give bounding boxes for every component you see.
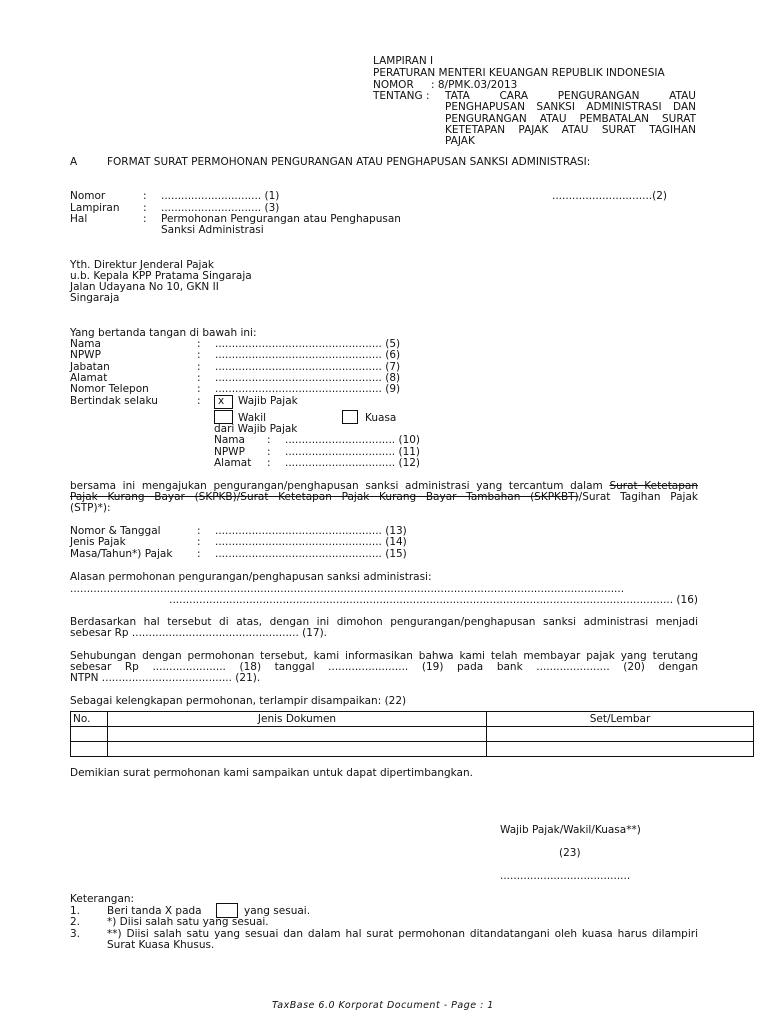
signature-number: (23) — [559, 847, 581, 859]
lampiran-surat-value: .............................. (3) — [161, 202, 280, 214]
colon: : — [197, 372, 201, 384]
colon: : — [197, 361, 201, 373]
wakil-checkbox[interactable] — [214, 410, 233, 424]
colon: : — [197, 383, 201, 395]
kelengkapan-label: Sebagai kelengkapan permohonan, terlampir disampaikan: (22) — [70, 695, 407, 707]
colon: : — [197, 548, 201, 560]
dari-wajib-pajak: dari Wajib Pajak — [214, 423, 298, 435]
wajib-pajak-label: Wajib Pajak — [238, 395, 298, 407]
colon: : — [267, 457, 271, 469]
note-2-text: *) Diisi salah satu yang sesuai. — [107, 916, 269, 928]
doc-field-label: Masa/Tahun*) Pajak — [70, 548, 173, 560]
hal-value-1: Permohonan Pengurangan atau Penghapusan — [161, 213, 401, 225]
hal-label: Hal — [70, 213, 88, 225]
sehubungan-line-2: sebesar Rp ...................... (18) tanggal ........................ (19) pada bank ...................... (20) dengan — [70, 661, 698, 673]
recipient-line-3: Jalan Udayana No 10, GKN II — [70, 281, 219, 293]
colon: : — [143, 202, 147, 214]
note-3-line-2: Surat Kuasa Khusus. — [107, 939, 215, 951]
wajib-pajak-checkbox[interactable] — [214, 395, 233, 409]
alasan-label: Alasan permohonan pengurangan/penghapusan sanksi administrasi: — [70, 571, 432, 583]
nomor-surat-label: Nomor — [70, 190, 106, 202]
lampiran-label: LAMPIRAN I — [373, 55, 434, 67]
recipient-line-4: Singaraja — [70, 292, 120, 304]
field-label: Alamat — [70, 372, 108, 384]
field-value: .................................................. (8) — [215, 372, 401, 384]
notes-title: Keterangan: — [70, 893, 135, 905]
note-3-line-1: **) Diisi salah satu yang sesuai dan dalam hal surat permohonan ditandatangani oleh kuasa harus dilampiri — [107, 928, 698, 940]
note-number: 3. — [70, 928, 81, 940]
colon: : — [143, 213, 147, 225]
field-label: NPWP — [70, 349, 101, 361]
table-header-no: No. — [71, 712, 108, 727]
alasan-line-2: ....................................................................................................................................................... (16) — [169, 595, 698, 606]
table-header-row — [71, 712, 754, 727]
tentang-line-4: KETETAPAN PAJAK ATAU SURAT TAGIHAN — [445, 124, 696, 136]
colon: : — [267, 446, 271, 458]
recipient-line-2: u.b. Kepala KPP Pratama Singaraja — [70, 270, 252, 282]
sehubungan-line-3: NTPN ....................................... (21). — [70, 672, 261, 684]
field-value: .................................................. (9) — [215, 383, 401, 395]
kuasa-label: Kuasa — [365, 412, 397, 424]
note-1-text: Beri tanda X pada — [107, 905, 202, 917]
sub-field-value: ................................. (11) — [285, 446, 421, 458]
field-value: .................................................. (7) — [215, 361, 401, 373]
closing-sentence: Demikian surat permohonan kami sampaikan untuk dapat dipertimbangkan. — [70, 767, 473, 779]
nomor-label: NOMOR — [373, 79, 414, 91]
colon: : — [143, 190, 147, 202]
doc-field-value: .................................................. (13) — [215, 525, 407, 537]
tentang-label: TENTANG : — [373, 90, 430, 102]
berdasarkan-line-1: Berdasarkan hal tersebut di atas, dengan ini dimohon pengurangan/penghapusan sanksi administrasi menjadi — [70, 616, 698, 628]
colon: : — [267, 434, 271, 446]
body-paragraph-line-3: (STP)*): — [70, 502, 111, 514]
sub-field-value: ................................. (10) — [285, 434, 421, 446]
documents-table — [70, 711, 754, 757]
section-letter: A — [70, 156, 78, 168]
sub-field-value: ................................. (12) — [285, 457, 421, 469]
signature-line: ....................................... — [500, 870, 631, 882]
table-row — [71, 742, 754, 757]
kuasa-checkbox[interactable] — [342, 410, 358, 424]
body-paragraph-line-2: Pajak Kurang Bayar (SKPKB)/Surat Ketetapan Pajak Kurang Bayar Tambahan (SKPKBT)/Surat Tagihan Pajak — [70, 491, 698, 503]
doc-field-value: .................................................. (15) — [215, 548, 407, 560]
doc-field-label: Nomor & Tanggal — [70, 525, 161, 537]
peraturan-title: PERATURAN MENTERI KEUANGAN REPUBLIK INDONESIA — [373, 67, 665, 79]
lampiran-surat-label: Lampiran — [70, 202, 120, 214]
table-row — [71, 727, 754, 742]
colon: : — [197, 525, 201, 537]
signer-intro: Yang bertanda tangan di bawah ini: — [70, 327, 257, 339]
tentang-line-5: PAJAK — [445, 135, 475, 147]
alasan-line-1: ...................................................................................................................................................................... — [70, 584, 625, 595]
sub-field-label: NPWP — [214, 446, 245, 458]
body-paragraph-line-1: bersama ini mengajukan pengurangan/penghapusan sanksi administrasi yang tercantum dalam Surat Ketetapan — [70, 480, 698, 492]
field-label: Nomor Telepon — [70, 383, 149, 395]
page-footer: TaxBase 6.0 Korporat Document - Page : 1 — [272, 1000, 494, 1011]
bertindak-label: Bertindak selaku — [70, 395, 158, 407]
field-value: .................................................. (6) — [215, 349, 401, 361]
nomor-value: : 8/PMK.03/2013 — [431, 79, 518, 91]
sub-field-label: Alamat — [214, 457, 252, 469]
field-label: Jabatan — [70, 361, 110, 373]
note-number: 1. — [70, 905, 81, 917]
colon: : — [197, 395, 201, 407]
hal-value-2: Sanksi Administrasi — [161, 224, 264, 236]
note-1-suffix: yang sesuai. — [244, 905, 311, 917]
nomor-surat-value: .............................. (1) — [161, 190, 280, 202]
sub-field-label: Nama — [214, 434, 245, 446]
field-label: Nama — [70, 338, 101, 350]
colon: : — [197, 536, 201, 548]
recipient-line-1: Yth. Direktur Jenderal Pajak — [70, 259, 214, 271]
colon: : — [197, 338, 201, 350]
note-number: 2. — [70, 916, 81, 928]
doc-field-label: Jenis Pajak — [70, 536, 126, 548]
berdasarkan-line-2: sebesar Rp .................................................. (17). — [70, 627, 328, 639]
date-value: ..............................(2) — [552, 190, 668, 202]
field-value: .................................................. (5) — [215, 338, 401, 350]
signer-role: Wajib Pajak/Wakil/Kuasa**) — [500, 824, 641, 836]
table-header-jenis: Jenis Dokumen — [108, 712, 487, 727]
wakil-label: Wakil — [238, 412, 267, 424]
table-header-set: Set/Lembar — [487, 712, 754, 727]
doc-field-value: .................................................. (14) — [215, 536, 407, 548]
check-mark-icon: x — [218, 395, 225, 407]
sehubungan-line-1: Sehubungan dengan permohonan tersebut, kami informasikan bahwa kami telah membayar pajak yang terutang — [70, 650, 698, 662]
tentang-line-3: PENGURANGAN ATAU PEMBATALAN SURAT — [445, 113, 696, 125]
colon: : — [197, 349, 201, 361]
section-title: FORMAT SURAT PERMOHONAN PENGURANGAN ATAU PENGHAPUSAN SANKSI ADMINISTRASI: — [107, 156, 591, 168]
tentang-line-1: TATA CARA PENGURANGAN ATAU — [445, 90, 696, 102]
tentang-line-2: PENGHAPUSAN SANKSI ADMINISTRASI DAN — [445, 101, 696, 113]
